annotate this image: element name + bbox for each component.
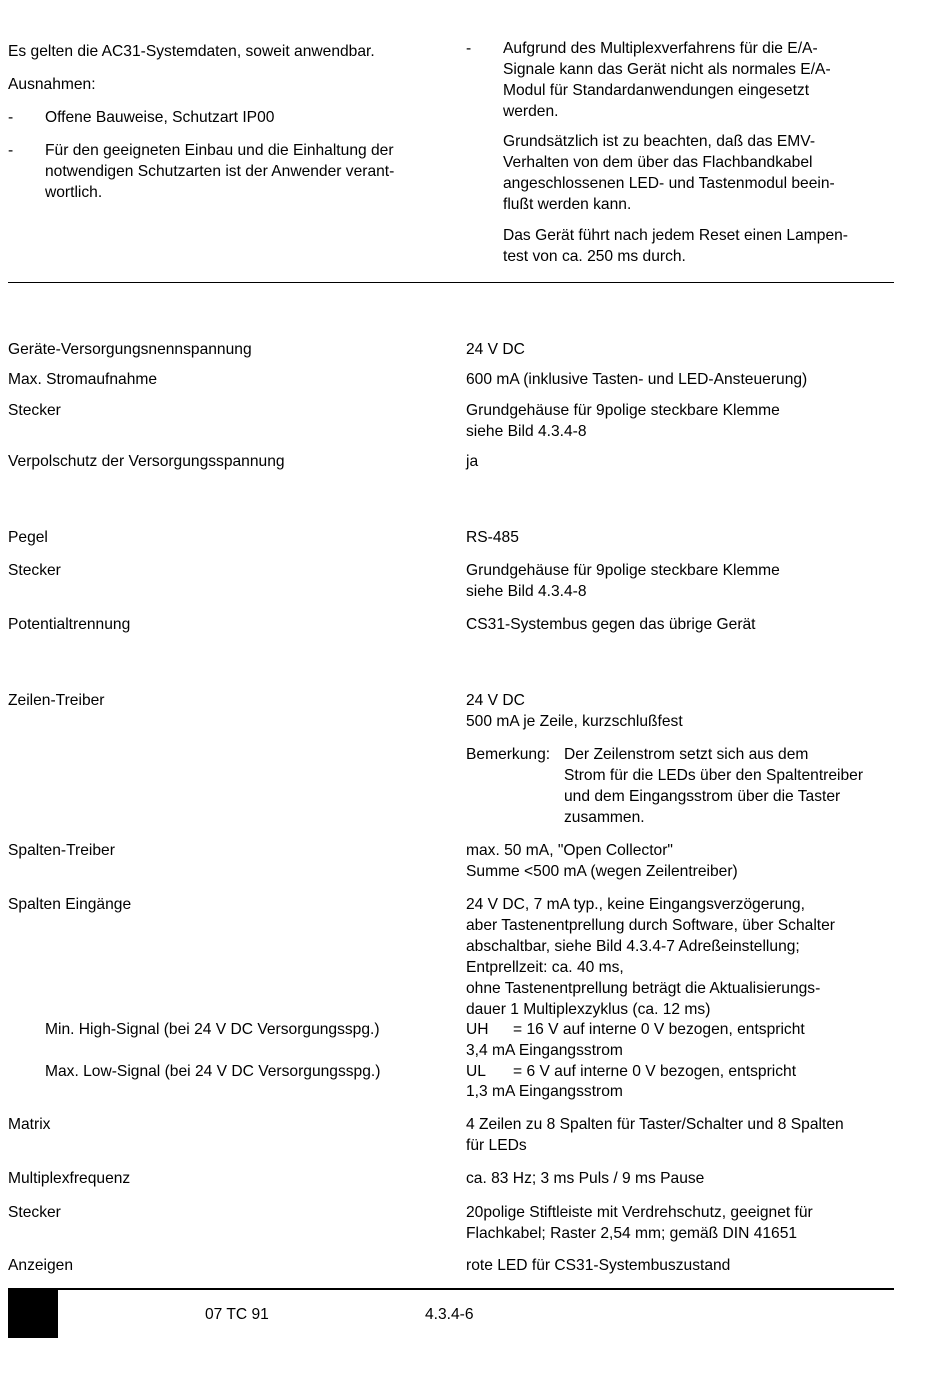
lamp-test-line: Das Gerät führt nach jedem Reset einen Lampen- — [503, 227, 848, 244]
remark-line: Strom für die LEDs über den Spaltentreiber — [564, 767, 864, 784]
system-data-note: Es gelten die AC31-Systemdaten, soweit anwendbar. — [8, 43, 375, 60]
dash-bullet: - — [466, 40, 472, 57]
spec-label: Pegel — [8, 529, 48, 546]
spec-value-line: max. 50 mA, "Open Collector" — [466, 842, 673, 859]
spec-label: Stecker — [8, 1204, 61, 1221]
spec-value-line: aber Tastenentprellung durch Software, über Schalter — [466, 917, 835, 934]
spec-value-line: siehe Bild 4.3.4-8 — [466, 583, 587, 600]
footer-device: 07 TC 91 — [205, 1306, 269, 1323]
lamp-test-paragraph — [503, 225, 848, 267]
spec-symbol: UL — [466, 1063, 486, 1080]
spec-value-line: 500 mA je Zeile, kurzschlußfest — [466, 713, 683, 730]
spec-label: Geräte-Versorgungsnennspannung — [8, 341, 252, 358]
spec-value — [466, 1114, 844, 1156]
spec-value: = 6 V auf interne 0 V bezogen, entspricht — [513, 1063, 797, 1080]
spec-value-line: 24 V DC — [466, 692, 525, 709]
remark-label: Bemerkung: — [466, 746, 551, 763]
spec-value: 3,4 mA Eingangsstrom — [466, 1042, 623, 1059]
remark-line: zusammen. — [564, 809, 645, 826]
dash-bullet: - — [8, 142, 14, 159]
spec-value-line: siehe Bild 4.3.4-8 — [466, 423, 587, 440]
multiplex-note-line: Modul für Standardanwendungen eingesetzt — [503, 82, 810, 99]
spec-value-line: Grundgehäuse für 9polige steckbare Klemme — [466, 402, 780, 419]
exception-text: Offene Bauweise, Schutzart IP00 — [45, 109, 275, 126]
spec-label: Stecker — [8, 402, 61, 419]
spec-value-line: 4 Zeilen zu 8 Spalten für Taster/Schalter und 8 Spalten — [466, 1116, 844, 1133]
spec-value: 1,3 mA Eingangsstrom — [466, 1083, 623, 1100]
spec-label: Potentialtrennung — [8, 616, 131, 633]
exception-text-line: notwendigen Schutzarten ist der Anwender verant- — [45, 163, 395, 180]
lamp-test-line: test von ca. 250 ms durch. — [503, 248, 686, 265]
emv-line: angeschlossenen LED- und Tastenmodul beein- — [503, 175, 835, 192]
spec-value: 600 mA (inklusive Tasten- und LED-Ansteuerung) — [466, 371, 808, 388]
spec-value: CS31-Systembus gegen das übrige Gerät — [466, 616, 756, 633]
emv-line: Verhalten von dem über das Flachbandkabel — [503, 154, 813, 171]
spec-value-line: für LEDs — [466, 1137, 527, 1154]
spec-value-line: 24 V DC, 7 mA typ., keine Eingangsverzögerung, — [466, 896, 805, 913]
multiplex-note-line: Signale kann das Gerät nicht als normales E/A- — [503, 61, 831, 78]
spec-value — [466, 894, 835, 1020]
section-divider — [8, 282, 894, 283]
emv-paragraph — [503, 131, 835, 215]
spec-symbol: UH — [466, 1021, 489, 1038]
spec-label: Multiplexfrequenz — [8, 1170, 131, 1187]
exception-text-line: Für den geeigneten Einbau und die Einhaltung der — [45, 142, 394, 159]
spec-value: = 16 V auf interne 0 V bezogen, entspricht — [513, 1021, 805, 1038]
spec-value-line: ohne Tastenentprellung beträgt die Aktualisierungs- — [466, 980, 821, 997]
spec-value: RS-485 — [466, 529, 519, 546]
spec-value-line: Summe <500 mA (wegen Zeilentreiber) — [466, 863, 738, 880]
spec-value — [466, 840, 738, 882]
spec-label: Matrix — [8, 1116, 51, 1133]
spec-value-line: Entprellzeit: ca. 40 ms, — [466, 959, 624, 976]
spec-value-line: 20polige Stiftleiste mit Verdrehschutz, geeignet für — [466, 1204, 813, 1221]
footer-marker — [8, 1290, 58, 1338]
spec-label: Anzeigen — [8, 1257, 74, 1274]
exceptions-label: Ausnahmen: — [8, 76, 96, 93]
footer-page-number: 4.3.4-6 — [425, 1306, 474, 1323]
footer-rule — [8, 1288, 894, 1290]
spec-label: Verpolschutz der Versorgungsspannung — [8, 453, 285, 470]
spec-value — [466, 1202, 813, 1244]
emv-line: flußt werden kann. — [503, 196, 632, 213]
multiplex-note-line: Aufgrund des Multiplexverfahrens für die E/A- — [503, 40, 818, 57]
spec-value: ca. 83 Hz; 3 ms Puls / 9 ms Pause — [466, 1170, 705, 1187]
spec-value: 24 V DC — [466, 341, 525, 358]
spec-sublabel: Min. High-Signal (bei 24 V DC Versorgungsspg.) — [45, 1021, 380, 1038]
spec-value: ja — [466, 453, 479, 470]
dash-bullet: - — [8, 109, 14, 126]
spec-label: Zeilen-Treiber — [8, 692, 105, 709]
spec-value — [466, 400, 780, 442]
spec-value — [466, 560, 780, 602]
spec-label: Spalten Eingänge — [8, 896, 132, 913]
spec-value-line: abschaltbar, siehe Bild 4.3.4-7 Adreßeinstellung; — [466, 938, 800, 955]
spec-label: Stecker — [8, 562, 61, 579]
remark-line: Der Zeilenstrom setzt sich aus dem — [564, 746, 809, 763]
spec-value-line: dauer 1 Multiplexzyklus (ca. 12 ms) — [466, 1001, 711, 1018]
emv-line: Grundsätzlich ist zu beachten, daß das EMV- — [503, 133, 816, 150]
spec-label: Spalten-Treiber — [8, 842, 115, 859]
spec-value-line: Flachkabel; Raster 2,54 mm; gemäß DIN 41651 — [466, 1225, 798, 1242]
multiplex-note-line: werden. — [503, 103, 559, 120]
remark-line: und dem Eingangsstrom über die Taster — [564, 788, 841, 805]
exception-text-line: wortlich. — [45, 184, 103, 201]
spec-value-line: Grundgehäuse für 9polige steckbare Klemme — [466, 562, 780, 579]
spec-sublabel: Max. Low-Signal (bei 24 V DC Versorgungsspg.) — [45, 1063, 381, 1080]
spec-value — [466, 690, 683, 732]
remark-text — [564, 744, 863, 828]
spec-value: rote LED für CS31-Systembuszustand — [466, 1257, 731, 1274]
spec-label: Max. Stromaufnahme — [8, 371, 158, 388]
